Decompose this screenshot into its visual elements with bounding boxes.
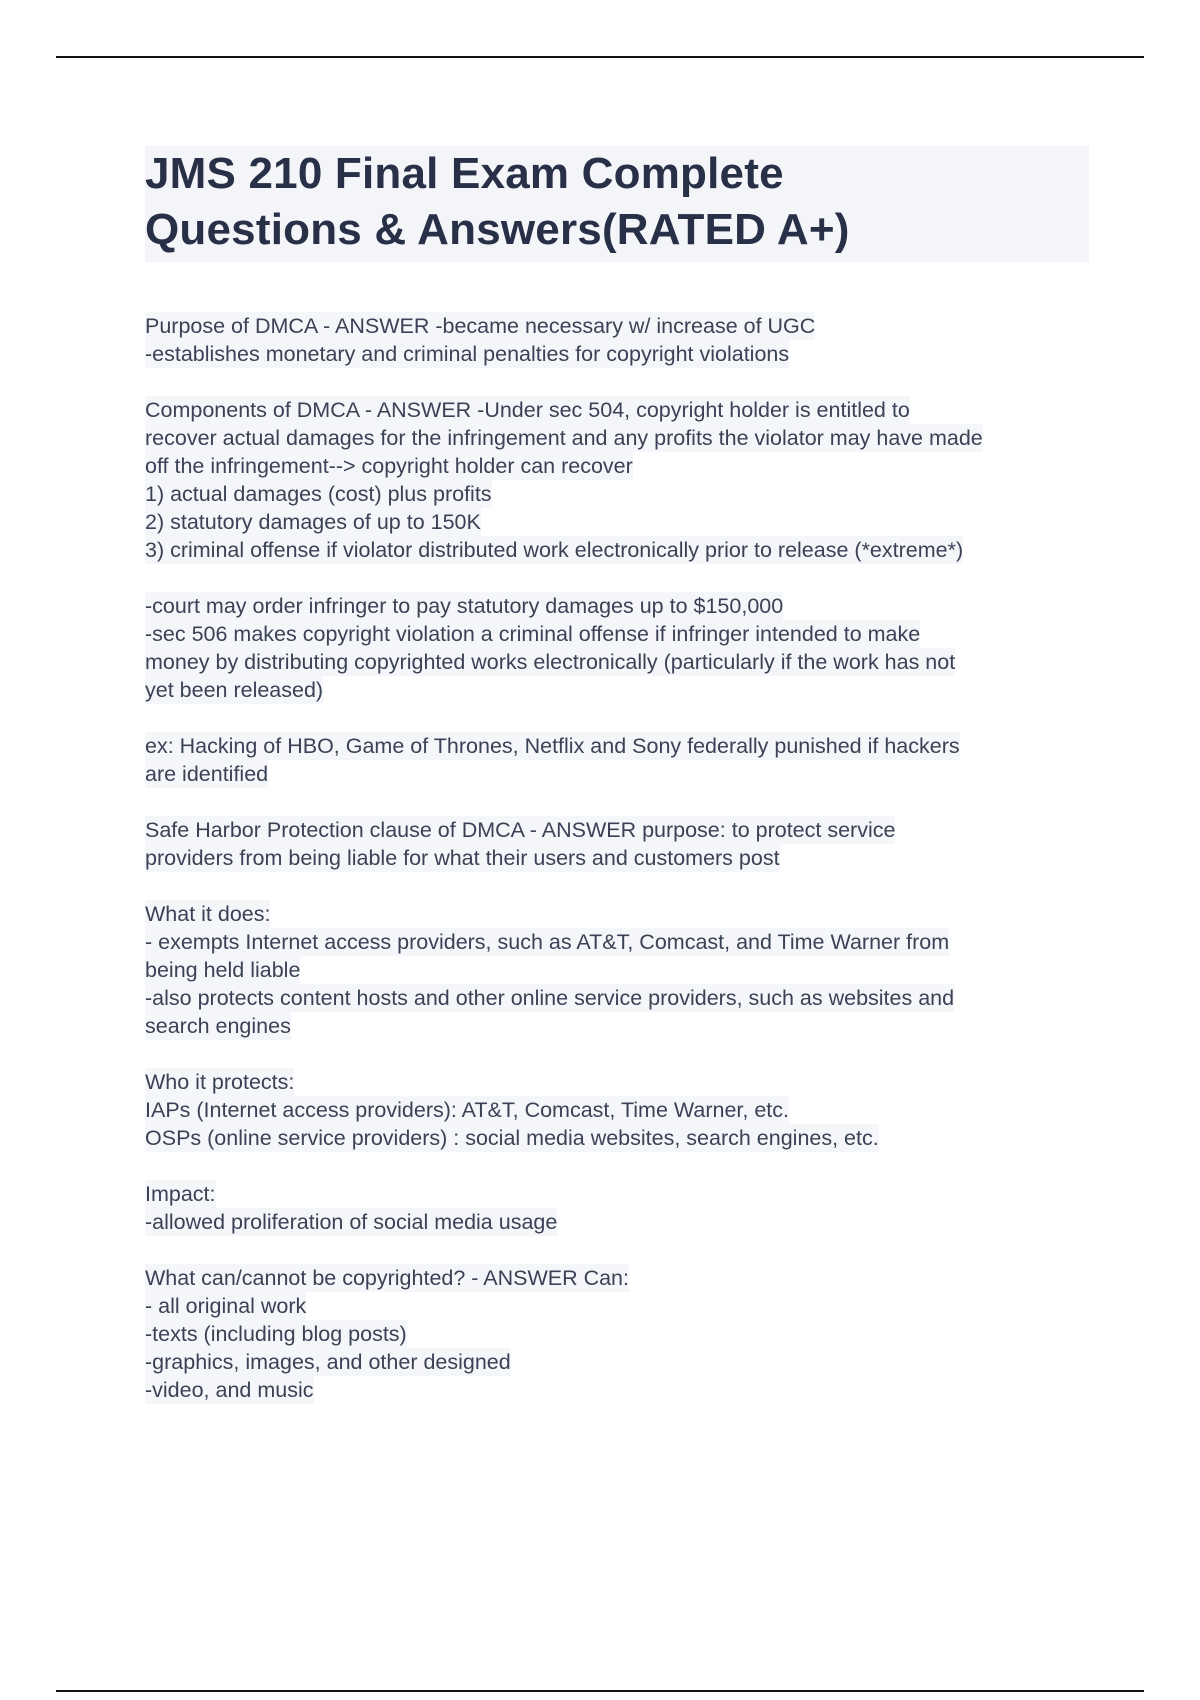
- paragraph-statutory-damages: [145, 592, 1095, 704]
- text-line: -graphics, images, and other designed: [145, 1350, 511, 1374]
- title-line-1: JMS 210 Final Exam Complete: [145, 149, 784, 198]
- text-line: -sec 506 makes copyright violation a criminal offense if infringer intended to make: [145, 622, 921, 646]
- paragraph-impact: [145, 1180, 1095, 1236]
- title-block: [145, 146, 1089, 262]
- text-line: 3) criminal offense if violator distributed work electronically prior to release (*extreme*): [145, 538, 964, 562]
- title-line-2: Questions & Answers(RATED A+): [145, 205, 850, 254]
- text-line: -court may order infringer to pay statutory damages up to $150,000: [145, 594, 784, 618]
- text-line: 1) actual damages (cost) plus profits: [145, 482, 492, 506]
- text-line: off the infringement--> copyright holder can recover: [145, 454, 633, 478]
- text-line: are identified: [145, 762, 269, 786]
- text-line: being held liable: [145, 958, 301, 982]
- text-line: IAPs (Internet access providers): AT&T, Comcast, Time Warner, etc.: [145, 1098, 790, 1122]
- paragraph-dmca-purpose: [145, 312, 1095, 368]
- text-line: search engines: [145, 1014, 291, 1038]
- paragraph-example: [145, 732, 1095, 788]
- text-line: What can/cannot be copyrighted? - ANSWER Can:: [145, 1266, 629, 1290]
- text-line: Impact:: [145, 1182, 216, 1206]
- text-line: money by distributing copyrighted works electronically (particularly if the work has not: [145, 650, 956, 674]
- text-line: yet been released): [145, 678, 324, 702]
- text-line: -establishes monetary and criminal penalties for copyright violations: [145, 342, 790, 366]
- text-line: Who it protects:: [145, 1070, 295, 1094]
- paragraph-dmca-components: [145, 396, 1095, 564]
- page-title: [145, 146, 1089, 258]
- text-line: -allowed proliferation of social media usage: [145, 1210, 558, 1234]
- text-line: 2) statutory damages of up to 150K: [145, 510, 481, 534]
- text-line: -also protects content hosts and other online service providers, such as websites and: [145, 986, 955, 1010]
- text-line: -texts (including blog posts): [145, 1322, 407, 1346]
- text-line: - all original work: [145, 1294, 307, 1318]
- text-line: Purpose of DMCA - ANSWER -became necessary w/ increase of UGC: [145, 314, 816, 338]
- text-line: Safe Harbor Protection clause of DMCA - ANSWER purpose: to protect service: [145, 818, 896, 842]
- text-line: - exempts Internet access providers, such as AT&T, Comcast, and Time Warner from: [145, 930, 950, 954]
- paragraph-safe-harbor: [145, 816, 1095, 872]
- bottom-divider: [56, 1690, 1144, 1692]
- text-line: ex: Hacking of HBO, Game of Thrones, Netflix and Sony federally punished if hackers: [145, 734, 960, 758]
- text-line: What it does:: [145, 902, 271, 926]
- document-body: [145, 312, 1095, 1432]
- text-line: OSPs (online service providers) : social media websites, search engines, etc.: [145, 1126, 879, 1150]
- text-line: -video, and music: [145, 1378, 314, 1402]
- paragraph-copyrightable: [145, 1264, 1095, 1404]
- text-line: providers from being liable for what their users and customers post: [145, 846, 780, 870]
- top-divider: [56, 56, 1144, 58]
- paragraph-what-it-does: [145, 900, 1095, 1040]
- text-line: recover actual damages for the infringement and any profits the violator may have made: [145, 426, 983, 450]
- paragraph-who-it-protects: [145, 1068, 1095, 1152]
- text-line: Components of DMCA - ANSWER -Under sec 504, copyright holder is entitled to: [145, 398, 910, 422]
